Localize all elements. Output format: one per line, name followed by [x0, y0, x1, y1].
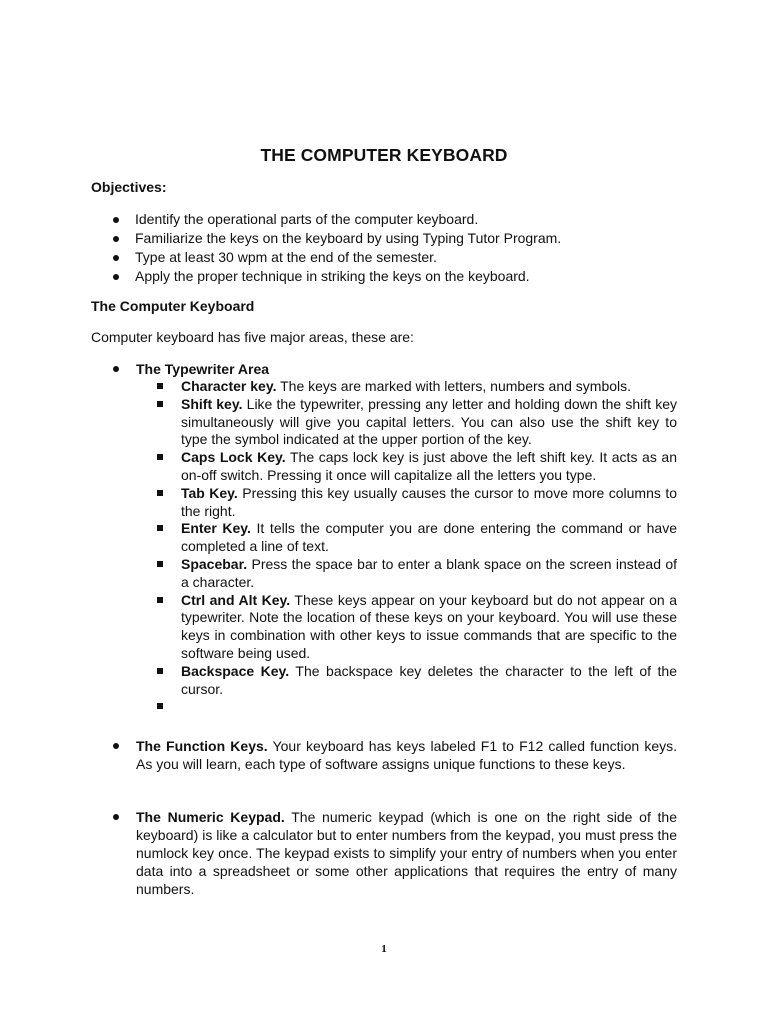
objective-text: Type at least 30 wpm at the end of the semester.: [135, 249, 437, 265]
key-item: [181, 663, 677, 699]
key-term: Tab Key.: [181, 484, 238, 501]
square-bullet-icon: [157, 383, 163, 389]
typewriter-keys-list: [0, 378, 677, 716]
key-item: [181, 485, 677, 521]
objective-text: Apply the proper technique in striking the keys on the keyboard.: [135, 268, 530, 284]
square-bullet-icon: [157, 401, 163, 407]
function-keys-term: The Function Keys.: [136, 738, 268, 754]
key-item: [181, 449, 677, 485]
key-description: Pressing this key usually causes the cursor to move more columns to the right.: [181, 484, 677, 519]
bullet-icon: [113, 274, 119, 280]
square-bullet-icon: [157, 597, 163, 603]
key-description: It tells the computer you are done entering the command or have completed a line of text.: [181, 520, 677, 555]
key-term: Spacebar.: [181, 555, 248, 572]
key-term: Backspace Key.: [181, 662, 290, 679]
numeric-keypad-term: The Numeric Keypad.: [136, 809, 285, 825]
key-term: Character key.: [181, 378, 277, 394]
key-item: [181, 556, 677, 592]
key-item: [181, 592, 677, 663]
bullet-icon: [113, 814, 119, 820]
bullet-icon: [113, 236, 119, 242]
key-term: Caps Lock Key.: [181, 449, 286, 466]
square-bullet-icon: [157, 525, 163, 531]
square-bullet-icon: [157, 454, 163, 460]
key-description: Press the space bar to enter a blank space on the screen instead of a character.: [181, 555, 678, 590]
bullet-icon: [113, 255, 119, 261]
bullet-icon: [113, 366, 119, 372]
document-title: THE COMPUTER KEYBOARD: [260, 145, 508, 165]
objectives-heading: Objectives:: [91, 179, 167, 195]
key-description: These keys appear on your keyboard but do not appear on a typewriter. Note the location of these keys on your keyboard. You will use these keys in combination with other keys to issue commands that are specific to the software being used.: [181, 591, 678, 661]
objective-text: Familiarize the keys on the keyboard by using Typing Tutor Program.: [135, 230, 562, 246]
objectives-list: [0, 210, 561, 286]
key-description: The backspace key deletes the character to the left of the cursor.: [181, 662, 677, 697]
function-keys-item: [136, 737, 677, 773]
key-term: Ctrl and Alt Key.: [181, 591, 291, 608]
objective-item: [0, 267, 561, 286]
key-description: Like the typewriter, pressing any letter and holding down the shift key simultaneously will give you capital letters. You can also use the shift key to type the symbol indicated at the upper portion of the key.: [181, 395, 677, 448]
key-term: Enter Key.: [181, 520, 251, 537]
key-item: [181, 378, 677, 396]
numeric-keypad-item: [136, 808, 677, 898]
typewriter-area-heading: The Typewriter Area: [136, 361, 270, 377]
objective-text: Identify the operational parts of the computer keyboard.: [135, 211, 479, 227]
bullet-icon: [113, 217, 119, 223]
objective-item: [0, 210, 561, 229]
function-keys-description: Your keyboard has keys labeled F1 to F12 called function keys. As you will learn, each type of software assigns unique functions to these keys.: [136, 738, 678, 772]
key-description: The keys are marked with letters, numbers and symbols.: [280, 378, 632, 394]
numeric-keypad-description: The numeric keypad (which is one on the right side of the keyboard) is like a calculator but to enter numbers from the keypad, you must press the numlock key once. The keypad exists to simplify your entry of numbers when you enter data into a spreadsheet or some other applications that requires the entry of many numbers.: [136, 809, 677, 897]
key-item: [181, 520, 677, 556]
objective-item: [0, 229, 561, 248]
key-item-empty: [181, 698, 677, 716]
square-bullet-icon: [157, 703, 163, 709]
section-intro: Computer keyboard has five major areas, these are:: [91, 329, 414, 345]
key-description: The caps lock key is just above the left shift key. It acts as an on-off switch. Pressing it once will capitalize all the letters you type.: [181, 449, 677, 483]
section-heading: The Computer Keyboard: [91, 298, 255, 314]
key-item: [181, 396, 677, 449]
bullet-icon: [113, 743, 119, 749]
square-bullet-icon: [157, 561, 163, 567]
page-number: 1: [381, 943, 387, 955]
square-bullet-icon: [157, 490, 163, 496]
objective-item: [0, 248, 561, 267]
typewriter-area-item: [136, 360, 677, 378]
key-term: Shift key.: [181, 395, 243, 412]
square-bullet-icon: [157, 668, 163, 674]
